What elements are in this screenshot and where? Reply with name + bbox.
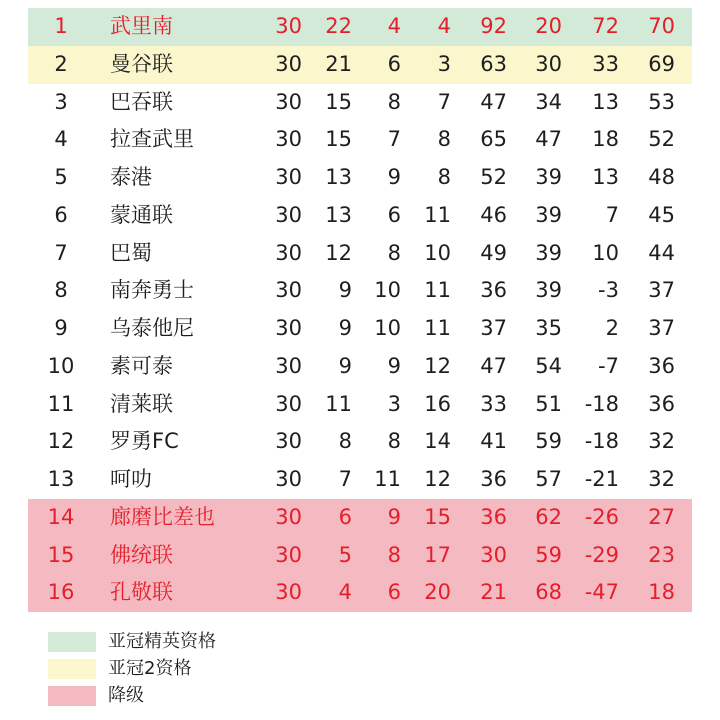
goals-against-cell: 51 xyxy=(535,391,562,416)
table-row xyxy=(28,423,692,461)
team-name-cell: 武里南 xyxy=(110,14,173,38)
points-cell: 53 xyxy=(648,89,675,114)
points-cell: 69 xyxy=(648,51,675,76)
won-cell: 21 xyxy=(325,51,352,76)
lost-cell: 15 xyxy=(424,504,451,529)
lost-cell: 11 xyxy=(424,278,451,303)
team-name-cell: 素可泰 xyxy=(110,353,173,378)
points-cell: 23 xyxy=(648,542,675,567)
played-cell: 30 xyxy=(275,127,302,152)
team-name-cell: 廊磨比差也 xyxy=(110,504,215,529)
rank-cell: 2 xyxy=(54,51,68,76)
goals-against-cell: 68 xyxy=(535,580,562,605)
drawn-cell: 9 xyxy=(387,165,401,189)
points-cell: 36 xyxy=(648,353,675,378)
standings-table xyxy=(28,8,692,612)
lost-cell: 20 xyxy=(424,580,451,605)
table-row xyxy=(28,499,692,537)
goals-against-cell: 59 xyxy=(535,542,562,567)
goals-for-cell: 46 xyxy=(480,202,507,227)
won-cell: 9 xyxy=(338,353,352,378)
team-name-cell: 曼谷联 xyxy=(110,51,173,76)
table-row xyxy=(28,197,692,235)
points-cell: 48 xyxy=(648,165,675,189)
table-row xyxy=(28,121,692,159)
lost-cell: 14 xyxy=(424,429,451,454)
team-name-cell: 罗勇FC xyxy=(110,429,179,454)
played-cell: 30 xyxy=(275,391,302,416)
points-cell: 45 xyxy=(648,202,675,227)
goals-against-cell: 54 xyxy=(535,353,562,378)
goal-difference-cell: 13 xyxy=(592,165,619,189)
won-cell: 6 xyxy=(338,504,352,529)
table-row xyxy=(28,461,692,499)
won-cell: 9 xyxy=(338,316,352,340)
rank-cell: 9 xyxy=(54,316,68,340)
goals-against-cell: 39 xyxy=(535,165,562,189)
points-cell: 32 xyxy=(648,467,675,491)
played-cell: 30 xyxy=(275,51,302,76)
elite-swatch xyxy=(48,632,96,652)
goals-for-cell: 21 xyxy=(480,580,507,605)
won-cell: 7 xyxy=(338,467,352,491)
goals-against-cell: 39 xyxy=(535,278,562,303)
won-cell: 13 xyxy=(325,165,352,189)
played-cell: 30 xyxy=(275,580,302,605)
goal-difference-cell: -3 xyxy=(598,278,619,303)
points-cell: 37 xyxy=(648,316,675,340)
played-cell: 30 xyxy=(275,14,302,38)
rank-cell: 10 xyxy=(47,353,75,378)
goals-for-cell: 36 xyxy=(480,278,507,303)
won-cell: 11 xyxy=(325,391,352,416)
drawn-cell: 8 xyxy=(387,240,401,265)
drawn-cell: 11 xyxy=(374,467,401,491)
lost-cell: 7 xyxy=(437,89,451,114)
goals-for-cell: 36 xyxy=(480,467,507,491)
won-cell: 13 xyxy=(325,202,352,227)
goals-for-cell: 47 xyxy=(480,353,507,378)
team-name-cell: 孔敬联 xyxy=(110,580,173,605)
goal-difference-cell: 13 xyxy=(592,89,619,114)
goals-for-cell: 63 xyxy=(480,51,507,76)
played-cell: 30 xyxy=(275,504,302,529)
table-row xyxy=(28,386,692,424)
played-cell: 30 xyxy=(275,240,302,265)
drawn-cell: 7 xyxy=(387,127,401,152)
lost-cell: 12 xyxy=(424,353,451,378)
goal-difference-cell: 10 xyxy=(592,240,619,265)
lost-cell: 11 xyxy=(424,316,451,340)
drawn-cell: 10 xyxy=(374,278,401,303)
table-row xyxy=(28,348,692,386)
table-row xyxy=(28,574,692,612)
points-cell: 36 xyxy=(648,391,675,416)
acl2-label: 亚冠2资格 xyxy=(108,658,192,679)
goal-difference-cell: -18 xyxy=(584,391,619,416)
elite-label: 亚冠精英资格 xyxy=(108,631,216,652)
drawn-cell: 8 xyxy=(387,429,401,454)
points-cell: 70 xyxy=(648,14,675,38)
lost-cell: 17 xyxy=(424,542,451,567)
goal-difference-cell: -29 xyxy=(584,542,619,567)
won-cell: 9 xyxy=(338,278,352,303)
lost-cell: 16 xyxy=(424,391,451,416)
team-name-cell: 蒙通联 xyxy=(110,202,173,227)
played-cell: 30 xyxy=(275,202,302,227)
team-name-cell: 呵叻 xyxy=(110,467,152,491)
team-name-cell: 清莱联 xyxy=(110,391,173,416)
played-cell: 30 xyxy=(275,278,302,303)
goal-difference-cell: -47 xyxy=(584,580,619,605)
rank-cell: 8 xyxy=(54,278,68,303)
goal-difference-cell: 18 xyxy=(592,127,619,152)
rank-cell: 6 xyxy=(54,202,68,227)
drawn-cell: 9 xyxy=(387,504,401,529)
rank-cell: 5 xyxy=(54,165,68,189)
rank-cell: 7 xyxy=(54,240,68,265)
team-name-cell: 南奔勇士 xyxy=(110,278,194,303)
goals-for-cell: 65 xyxy=(480,127,507,152)
goals-for-cell: 36 xyxy=(480,504,507,529)
goals-for-cell: 52 xyxy=(480,165,507,189)
goals-against-cell: 59 xyxy=(535,429,562,454)
team-name-cell: 巴蜀 xyxy=(110,240,152,265)
won-cell: 15 xyxy=(325,89,352,114)
goals-against-cell: 39 xyxy=(535,202,562,227)
played-cell: 30 xyxy=(275,467,302,491)
team-name-cell: 乌泰他尼 xyxy=(110,316,194,340)
won-cell: 4 xyxy=(338,580,352,605)
table-row xyxy=(28,537,692,575)
lost-cell: 8 xyxy=(437,165,451,189)
relegation-label: 降级 xyxy=(108,685,144,706)
team-name-cell: 佛统联 xyxy=(110,542,173,567)
goals-for-cell: 30 xyxy=(480,542,507,567)
won-cell: 12 xyxy=(325,240,352,265)
drawn-cell: 6 xyxy=(387,202,401,227)
points-cell: 37 xyxy=(648,278,675,303)
goal-difference-cell: -7 xyxy=(598,353,619,378)
points-cell: 32 xyxy=(648,429,675,454)
played-cell: 30 xyxy=(275,89,302,114)
goals-for-cell: 33 xyxy=(480,391,507,416)
played-cell: 30 xyxy=(275,165,302,189)
goal-difference-cell: 7 xyxy=(605,202,619,227)
drawn-cell: 6 xyxy=(387,51,401,76)
points-cell: 27 xyxy=(648,504,675,529)
points-cell: 52 xyxy=(648,127,675,152)
rank-cell: 16 xyxy=(47,580,75,605)
played-cell: 30 xyxy=(275,542,302,567)
played-cell: 30 xyxy=(275,353,302,378)
lost-cell: 10 xyxy=(424,240,451,265)
drawn-cell: 10 xyxy=(374,316,401,340)
played-cell: 30 xyxy=(275,316,302,340)
goals-against-cell: 39 xyxy=(535,240,562,265)
goals-against-cell: 62 xyxy=(535,504,562,529)
goals-for-cell: 49 xyxy=(480,240,507,265)
team-name-cell: 泰港 xyxy=(110,165,152,189)
drawn-cell: 9 xyxy=(387,353,401,378)
goals-for-cell: 37 xyxy=(480,316,507,340)
goals-against-cell: 47 xyxy=(535,127,562,152)
goal-difference-cell: 33 xyxy=(592,51,619,76)
rank-cell: 1 xyxy=(54,14,68,38)
table-row xyxy=(28,235,692,273)
goals-against-cell: 57 xyxy=(535,467,562,491)
played-cell: 30 xyxy=(275,429,302,454)
rank-cell: 3 xyxy=(54,89,68,114)
team-name-cell: 拉查武里 xyxy=(110,127,194,152)
table-row xyxy=(28,46,692,84)
rank-cell: 13 xyxy=(47,467,75,491)
points-cell: 18 xyxy=(648,580,675,605)
won-cell: 8 xyxy=(338,429,352,454)
table-row xyxy=(28,159,692,197)
goal-difference-cell: 2 xyxy=(605,316,619,340)
table-row xyxy=(28,310,692,348)
rank-cell: 4 xyxy=(54,127,68,152)
drawn-cell: 4 xyxy=(387,14,401,38)
goal-difference-cell: -18 xyxy=(584,429,619,454)
lost-cell: 3 xyxy=(437,51,451,76)
drawn-cell: 8 xyxy=(387,542,401,567)
goals-for-cell: 92 xyxy=(480,14,507,38)
rank-cell: 11 xyxy=(47,391,75,416)
lost-cell: 4 xyxy=(437,14,451,38)
goals-against-cell: 35 xyxy=(535,316,562,340)
table-row xyxy=(28,272,692,310)
won-cell: 15 xyxy=(325,127,352,152)
won-cell: 5 xyxy=(338,542,352,567)
goals-for-cell: 41 xyxy=(480,429,507,454)
goals-against-cell: 20 xyxy=(535,14,562,38)
goals-for-cell: 47 xyxy=(480,89,507,114)
rank-cell: 14 xyxy=(47,504,75,529)
lost-cell: 11 xyxy=(424,202,451,227)
drawn-cell: 8 xyxy=(387,89,401,114)
relegation-swatch xyxy=(48,686,96,706)
table-row xyxy=(28,84,692,122)
goals-against-cell: 34 xyxy=(535,89,562,114)
acl2-swatch xyxy=(48,659,96,679)
lost-cell: 8 xyxy=(437,127,451,152)
points-cell: 44 xyxy=(648,240,675,265)
team-name-cell: 巴吞联 xyxy=(110,89,173,114)
rank-cell: 12 xyxy=(47,429,75,454)
table-row xyxy=(28,8,692,46)
goals-against-cell: 30 xyxy=(535,51,562,76)
drawn-cell: 3 xyxy=(387,391,401,416)
goal-difference-cell: -21 xyxy=(584,467,619,491)
rank-cell: 15 xyxy=(47,542,75,567)
drawn-cell: 6 xyxy=(387,580,401,605)
goal-difference-cell: -26 xyxy=(584,504,619,529)
lost-cell: 12 xyxy=(424,467,451,491)
goal-difference-cell: 72 xyxy=(592,14,619,38)
won-cell: 22 xyxy=(325,14,352,38)
